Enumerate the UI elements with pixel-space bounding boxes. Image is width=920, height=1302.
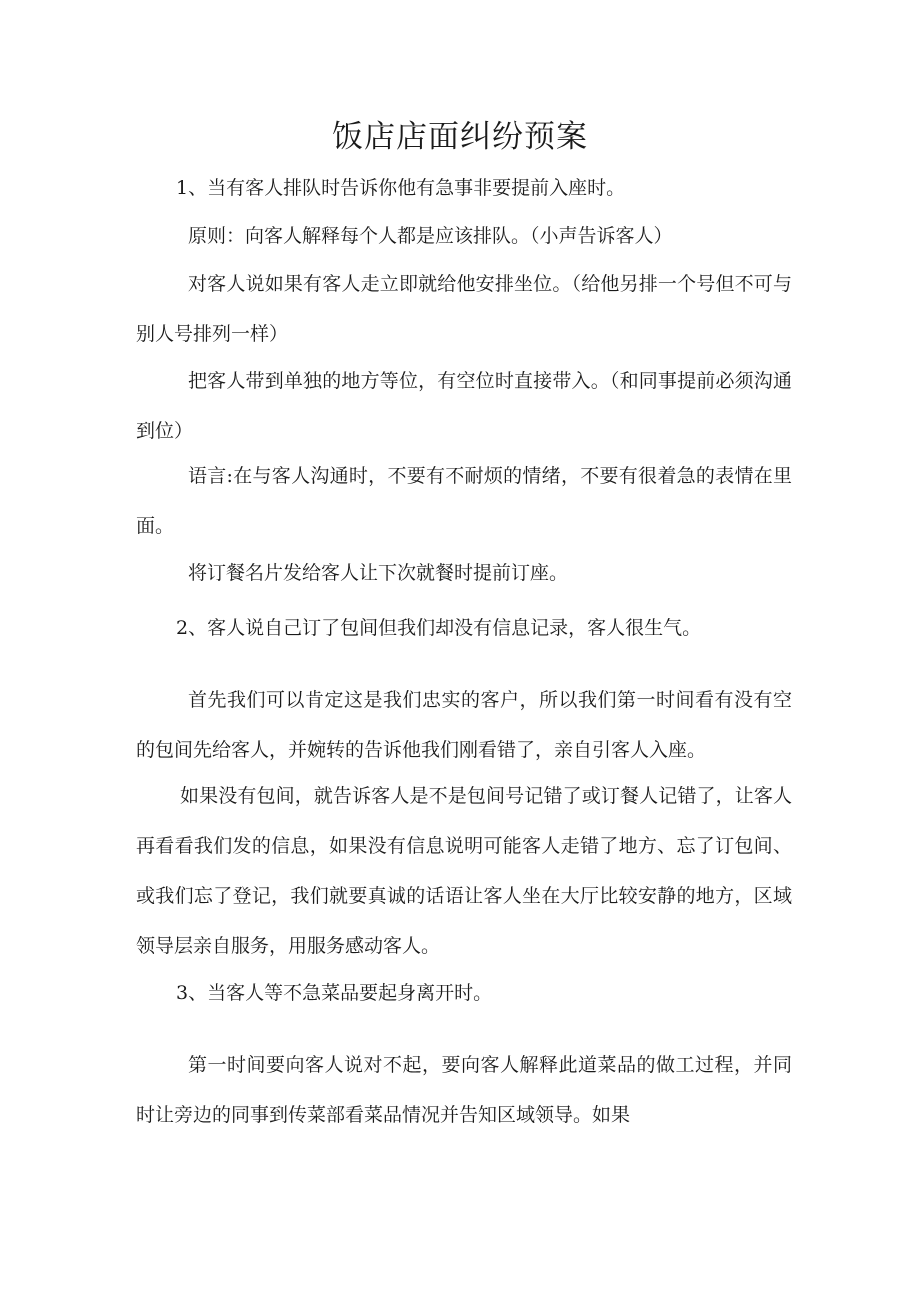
- paragraph-waiting-area: 把客人带到单独的地方等位，有空位时直接带入。（和同事提前必须沟通到位）: [136, 370, 792, 442]
- paragraph-apologize: 第一时间要向客人说对不起，要向客人解释此道菜品的做工过程，并同时让旁边的同事到传菜部看菜品情况并告知区域领导。如果: [136, 1054, 792, 1126]
- paragraph-case-1-heading: 1、当有客人排队时告诉你他有急事非要提前入座时。: [176, 177, 626, 199]
- paragraph-no-private-room: 如果没有包间，就告诉客人是不是包间号记错了或订餐人记错了，让客人再看看我们发的信息，如果没有信息说明可能客人走错了地方、忘了订包间、或我们忘了登记，我们就要真诚的话语让客人坐在大厅比较安静的地方，区域领导层亲自服务，用服务感动客人。: [136, 785, 792, 957]
- document-title: 饭店店面纠纷预案: [332, 119, 588, 155]
- paragraph-case-2-heading: 2、客人说自己订了包间但我们却没有信息记录，客人很生气。: [176, 617, 702, 639]
- paragraph-language: 语言:在与客人沟通时，不要有不耐烦的情绪，不要有很着急的表情在里面。: [136, 465, 792, 537]
- paragraph-seat-arrangement: 对客人说如果有客人走立即就给他安排坐位。（给他另排一个号但不可与别人号排列一样）: [136, 273, 792, 345]
- paragraph-business-card: 将订餐名片发给客人让下次就餐时提前订座。: [188, 562, 569, 584]
- paragraph-case-3-heading: 3、当客人等不急菜品要起身离开时。: [176, 982, 493, 1004]
- paragraph-principle: 原则：向客人解释每个人都是应该排队。（小声告诉客人）: [188, 225, 673, 247]
- paragraph-loyal-customer: 首先我们可以肯定这是我们忠实的客户，所以我们第一时间看有没有空的包间先给客人，并婉转的告诉他我们刚看错了，亲自引客人入座。: [136, 689, 792, 761]
